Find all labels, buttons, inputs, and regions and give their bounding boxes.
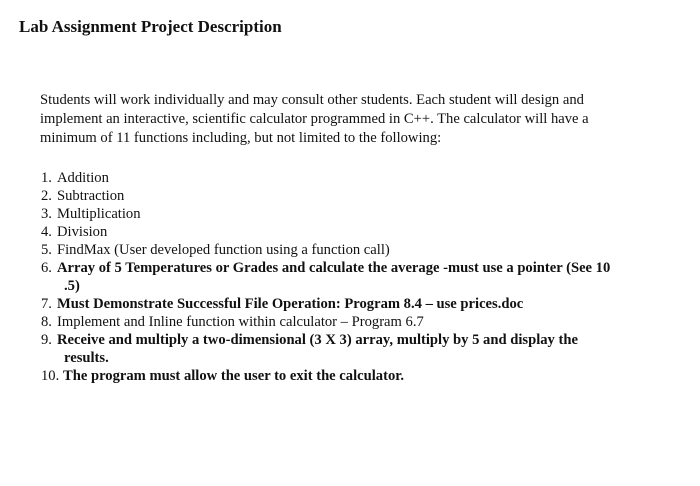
list-item-number: 6. xyxy=(41,260,52,276)
list-item xyxy=(41,223,661,241)
list-item-text: Subtraction xyxy=(57,188,125,204)
list-item-number: 10. xyxy=(41,368,60,384)
list-item-text: Multiplication xyxy=(57,206,141,222)
list-item-number: 2. xyxy=(41,188,52,204)
list-item-number: 7. xyxy=(41,296,52,312)
list-item xyxy=(41,295,661,313)
list-item-number: 8. xyxy=(41,314,52,330)
list-item-text: Addition xyxy=(57,170,109,186)
list-item xyxy=(41,169,661,187)
list-item-text: FindMax (User developed function using a function call) xyxy=(57,242,390,258)
list-item-number: 1. xyxy=(41,170,52,186)
list-item-number: 9. xyxy=(41,332,52,348)
intro-paragraph: Students will work individually and may consult other students. Each student will design and implement an interactive, scientific calculator programmed in C++. The calculator will have a minimum of 11 functions including, but not limited to the following: xyxy=(40,92,589,146)
list-item-text-continued: results. xyxy=(64,350,109,366)
list-item-text: Array of 5 Temperatures or Grades and calculate the average -must use a pointer (See 10 xyxy=(57,260,611,276)
list-item-text: Receive and multiply a two-dimensional (3 X 3) array, multiply by 5 and display the xyxy=(57,332,578,348)
list-item-text-continued: .5) xyxy=(64,278,80,294)
list-item xyxy=(41,205,661,223)
list-item xyxy=(41,313,661,331)
list-item-number: 3. xyxy=(41,206,52,222)
list-item xyxy=(41,187,661,205)
list-item-text: Division xyxy=(57,224,108,240)
list-item-number: 4. xyxy=(41,224,52,240)
document-title: Lab Assignment Project Description xyxy=(19,17,282,36)
list-item-text: Implement and Inline function within calculator – Program 6.7 xyxy=(57,314,424,330)
list-item-number: 5. xyxy=(41,242,52,258)
list-item-text: Must Demonstrate Successful File Operation: Program 8.4 – use prices.doc xyxy=(57,296,524,312)
list-item xyxy=(41,367,661,385)
list-item xyxy=(41,331,661,367)
list-item-text: The program must allow the user to exit the calculator. xyxy=(63,368,405,384)
list-item xyxy=(41,259,661,295)
requirements-list xyxy=(41,169,661,385)
list-item xyxy=(41,241,661,259)
